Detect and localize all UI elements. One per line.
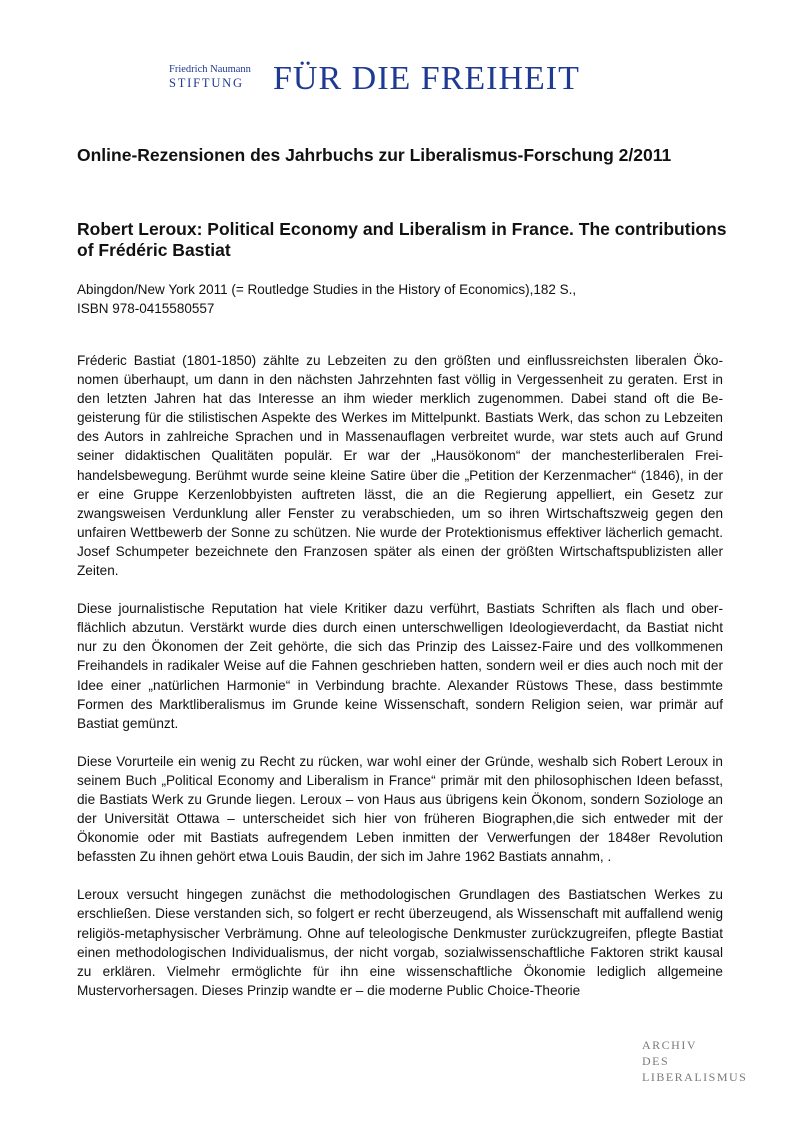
- logo-organization-name: [169, 64, 251, 89]
- archive-line1: ARCHIV: [642, 1038, 698, 1052]
- paragraph-2: Diese journalistische Reputation hat viele Kritiker dazu verführt, Bastiats Schriften als flach und oberflächlich abzutun. Verstärkt wurde dies durch einen unterschwelligen Ideologieverdacht, da Bastiat nicht nur zu den Ökonomen der Zeit gehörte, die sich das Prinzip des Laissez-Faire und des vollkommenen Freihandels in radikaler Weise auf die Fahnen geschrieben hatten, sondern weil er dies auch noch mit der Idee einer „natürlichen Harmonie“ in Verbindung brachte. Alexander Rüstows These, dass bestimmte Formen des Marktliberalismus im Grunde keine Wissenschaft, sondern Religion seien, war primär auf Bastiat gemünzt.: [77, 601, 723, 731]
- archive-line3: LIBERALISMUS: [642, 1070, 748, 1084]
- logo-org-line2: STIFTUNG: [169, 76, 244, 90]
- paragraph-1: Fréderic Bastiat (1801-1850) zählte zu Lebzeiten zu den größten und einflussreichsten liberalen Ökonomen überhaupt, um dann in den nächsten Jahrzehnten fast völlig in Vergessenheit zu geraten. Erst in den letzten Jahren hat das Interesse an ihm wieder merklich zugenommen. Dabei stand oft die Begeisterung für die stilistischen Aspekte des Werkes im Mittelpunkt. Bastiats Werk, das schon zu Lebzeiten des Autors in zahlreiche Sprachen und in Massenauflagen verbreitet wurde, war stets auch auf Grund seiner didaktischen Qualitäten populär. Er war der „Hausökonom“ der manchesterliberalen Freihandelsbewegung. Berühmt wurde seine kleine Satire über die „Petition der Kerzenmacher“ (1846), in der er eine Gruppe Kerzenlobbyisten auftreten lässt, die an die Regierung appelliert, ein Gesetz zur zwangsweisen Verdunklung aller Fenster zu verabschieden, um so ihren Wirtschaftszweig gegen den unfairen Wettbewerb der Sonne zu schützen. Nie wurde der Protektionismus effektiver lächerlich gemacht. Josef Schumpeter bezeichnete den Franzosen später als einen der größten Wirtschaftspublizisten aller Zeiten.: [77, 353, 723, 579]
- foundation-logo: [165, 59, 602, 101]
- publication-info: Abingdon/New York 2011 (= Routledge Studies in the History of Economics),182 S.,: [77, 282, 577, 297]
- logo-tagline: FÜR DIE FREIHEIT: [273, 60, 580, 97]
- page-heading: Online-Rezensionen des Jahrbuchs zur Liberalismus-Forschung 2/2011: [77, 145, 672, 165]
- review-title: Robert Leroux: Political Economy and Liberalism in France. The contributions of Frédéric Bastiat: [77, 219, 727, 260]
- paragraph-4: Leroux versucht hingegen zunächst die methodologischen Grundlagen des Bastiatschen Werkes zu erschließen. Diese verstanden sich, so folgert er recht überzeugend, als Wissenschaft mit auffallend wenig religiös-metaphysischer Verbrämung. Ohne auf teleologische Denkmuster zurückzugreifen, pflegte Bastiat einen methodologischen Individualismus, der nicht vorgab, sozialwissenschaftliche Faktoren strikt kausal zu erklären. Vielmehr ermöglichte für ihn eine wissenschaftliche Ökonomie lediglich allgemeine Mustervorhersagen. Dieses Prinzip wandte er – die moderne Public Choice-Theorie: [77, 887, 723, 998]
- logo-org-line1: Friedrich Naumann: [169, 64, 251, 75]
- isbn: ISBN 978-0415580557: [77, 301, 215, 316]
- archive-logo: [642, 1037, 747, 1085]
- paragraph-3: Diese Vorurteile ein wenig zu Recht zu rücken, war wohl einer der Gründe, weshalb sich Robert Leroux in seinem Buch „Political Economy and Liberalism in France“ primär mit den philosophischen Ideen befasst, die Bastiats Werk zu Grunde liegen. Leroux – von Haus aus übrigens kein Ökonom, sondern Soziologe an der Universität Ottawa – unterscheidet sich hier von früheren Biographen,die sich entweder mit der Ökonomie oder mit Bastiats aufregendem Leben inmitten der Verwerfungen der 1848er Revolution befassten Zu ihnen gehört etwa Louis Baudin, der sich im Jahre 1962 Bastiats annahm, .: [77, 753, 723, 865]
- review-body: [77, 351, 723, 1019]
- publication-details: [77, 280, 717, 318]
- archive-line2: DES: [642, 1054, 670, 1068]
